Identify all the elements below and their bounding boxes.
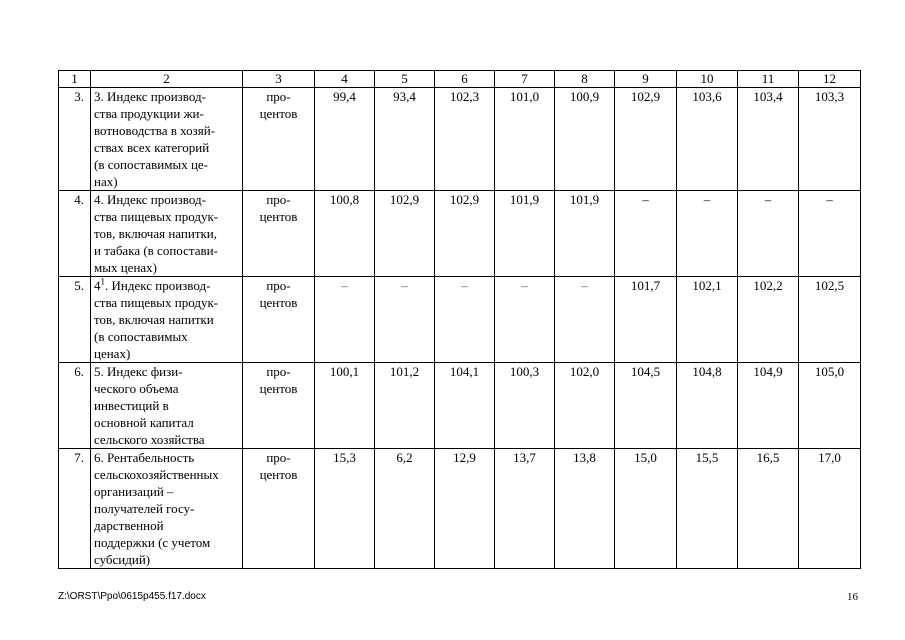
value-cell: 12,9 (435, 449, 495, 569)
indicator-name-line: 5. Индекс физи- (94, 364, 183, 379)
table-body (59, 71, 861, 569)
indicator-name-line: нах) (94, 174, 118, 189)
indicator-name-line: 3. Индекс производ- (94, 89, 206, 104)
indicator-name-line: сельского хозяйства (94, 432, 205, 447)
column-number-1: 1 (59, 71, 91, 88)
column-number-6: 6 (435, 71, 495, 88)
indicator-name (91, 191, 243, 277)
value-cell: 100,3 (495, 363, 555, 449)
value-cell: 100,9 (555, 88, 615, 191)
unit-line: про- (266, 192, 291, 207)
unit-line: центов (259, 381, 298, 396)
indicator-name-line: поддержки (с учетом (94, 535, 211, 550)
row-number: 4. (59, 191, 91, 277)
indicator-name-line: ства продукции жи- (94, 106, 204, 121)
value-cell: 101,0 (495, 88, 555, 191)
column-number-3: 3 (243, 71, 315, 88)
indicator-name-line: 4. Индекс производ- (94, 192, 206, 207)
indicator-name-line: сельскохозяйственных (94, 467, 219, 482)
unit-of-measure (243, 363, 315, 449)
indicator-name-line: ства пищевых продук- (94, 209, 219, 224)
indicator-name-line: (в сопоставимых це- (94, 157, 209, 172)
row-number: 3. (59, 88, 91, 191)
indicator-name-line (94, 277, 239, 294)
value-cell: 15,5 (677, 449, 738, 569)
value-cell: 13,7 (495, 449, 555, 569)
value-cell: 15,0 (615, 449, 677, 569)
indicator-name-text: . Индекс производ- (105, 278, 211, 293)
value-cell: 15,3 (315, 449, 375, 569)
value-cell: 93,4 (375, 88, 435, 191)
unit-line: центов (259, 467, 298, 482)
unit-line: про- (266, 89, 291, 104)
value-cell: 104,9 (738, 363, 799, 449)
value-cell: – (615, 191, 677, 277)
indicator-name-line: организаций – (94, 484, 174, 499)
table-row (59, 363, 861, 449)
table-row (59, 449, 861, 569)
value-cell: – (738, 191, 799, 277)
indicator-name-line: ства пищевых продук- (94, 295, 219, 310)
column-number-row (59, 71, 861, 88)
value-cell: – (315, 277, 375, 363)
value-cell: 6,2 (375, 449, 435, 569)
indicator-name-line: (в сопоставимых (94, 329, 188, 344)
indicator-number-superscript: 1 (100, 276, 105, 287)
value-cell: 102,9 (435, 191, 495, 277)
footer-page-number: 16 (847, 591, 858, 603)
value-cell: 104,5 (615, 363, 677, 449)
row-number: 7. (59, 449, 91, 569)
indicator-number: 4 (94, 278, 101, 293)
value-cell: 103,4 (738, 88, 799, 191)
value-cell: – (677, 191, 738, 277)
row-number: 5. (59, 277, 91, 363)
value-cell: 105,0 (799, 363, 861, 449)
value-cell: 102,0 (555, 363, 615, 449)
value-cell: 101,9 (495, 191, 555, 277)
table-row (59, 277, 861, 363)
column-number-11: 11 (738, 71, 799, 88)
table-row (59, 191, 861, 277)
indicator-name-line: получателей госу- (94, 501, 195, 516)
table-row (59, 88, 861, 191)
indicator-name (91, 277, 243, 363)
indicator-name-line: ценах) (94, 346, 131, 361)
value-cell: 102,9 (615, 88, 677, 191)
indicator-name-line: мых ценах) (94, 260, 157, 275)
value-cell: – (435, 277, 495, 363)
unit-line: центов (259, 295, 298, 310)
indicator-name-line: тов, включая напитки (94, 312, 214, 327)
unit-of-measure (243, 449, 315, 569)
column-number-4: 4 (315, 71, 375, 88)
value-cell: 103,6 (677, 88, 738, 191)
indicator-name (91, 449, 243, 569)
indicator-name (91, 88, 243, 191)
footer-file-path: Z:\ORST\Ppo\0615p455.f17.docx (58, 591, 206, 602)
indicator-name-line: ческого объема (94, 381, 179, 396)
indicator-name-line: инвестиций в (94, 398, 169, 413)
unit-line: про- (266, 450, 291, 465)
value-cell: 102,1 (677, 277, 738, 363)
indicator-name-line: вотноводства в хозяй- (94, 123, 216, 138)
unit-line: центов (259, 106, 298, 121)
value-cell: 13,8 (555, 449, 615, 569)
unit-line: про- (266, 278, 291, 293)
value-cell: 102,5 (799, 277, 861, 363)
value-cell: 102,2 (738, 277, 799, 363)
unit-line: центов (259, 209, 298, 224)
column-number-7: 7 (495, 71, 555, 88)
value-cell: 101,2 (375, 363, 435, 449)
indicator-name-line: тов, включая напитки, (94, 226, 218, 241)
column-number-9: 9 (615, 71, 677, 88)
value-cell: 104,1 (435, 363, 495, 449)
column-number-12: 12 (799, 71, 861, 88)
value-cell: – (375, 277, 435, 363)
value-cell: – (555, 277, 615, 363)
indicators-table (58, 70, 861, 569)
value-cell: 17,0 (799, 449, 861, 569)
column-number-8: 8 (555, 71, 615, 88)
unit-of-measure (243, 191, 315, 277)
indicator-name-line: дарственной (94, 518, 164, 533)
unit-of-measure (243, 88, 315, 191)
indicator-name-line: субсидий) (94, 552, 151, 567)
value-cell: 99,4 (315, 88, 375, 191)
unit-line: про- (266, 364, 291, 379)
value-cell: 101,7 (615, 277, 677, 363)
value-cell: 104,8 (677, 363, 738, 449)
value-cell: 102,3 (435, 88, 495, 191)
column-number-5: 5 (375, 71, 435, 88)
indicator-name-line: 6. Рентабельность (94, 450, 195, 465)
unit-of-measure (243, 277, 315, 363)
value-cell: 101,9 (555, 191, 615, 277)
value-cell: 102,9 (375, 191, 435, 277)
column-number-10: 10 (677, 71, 738, 88)
indicator-name-line: основной капитал (94, 415, 194, 430)
indicator-name (91, 363, 243, 449)
value-cell: – (799, 191, 861, 277)
value-cell: 16,5 (738, 449, 799, 569)
indicator-name-line: и табака (в сопостави- (94, 243, 218, 258)
value-cell: – (495, 277, 555, 363)
value-cell: 100,1 (315, 363, 375, 449)
value-cell: 103,3 (799, 88, 861, 191)
indicator-name-line: ствах всех категорий (94, 140, 210, 155)
value-cell: 100,8 (315, 191, 375, 277)
column-number-2: 2 (91, 71, 243, 88)
row-number: 6. (59, 363, 91, 449)
